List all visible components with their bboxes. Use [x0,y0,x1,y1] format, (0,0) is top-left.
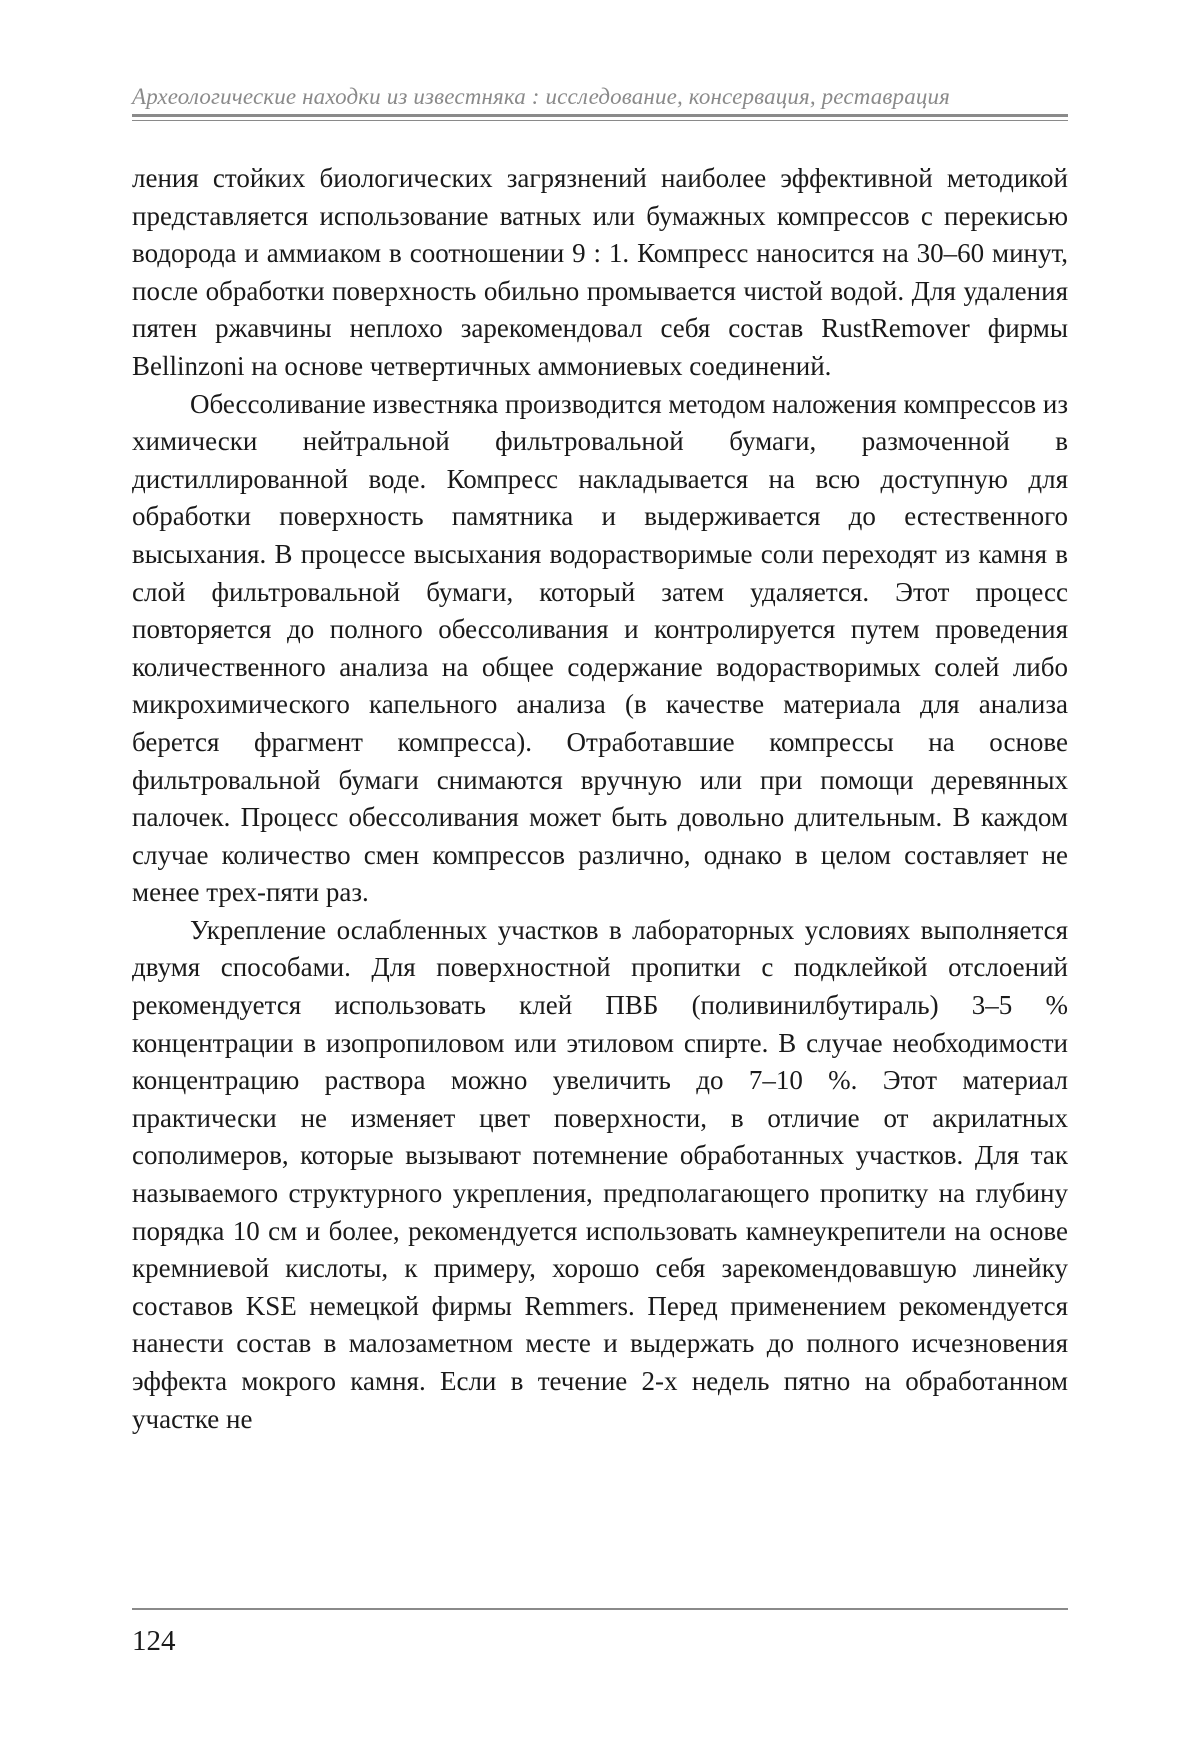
running-header-title: Археологические находки из известняка : исследование, консервация, реставрация [132,84,950,109]
page-number: 124 [132,1625,176,1657]
paragraph-continued: ления стойких биологических загрязнений наиболее эффективной методикой представляется использование ватных или бумажных компрессов с перекисью водорода и аммиаком в соотношении 9 : 1. Компресс наносится на 30–60 минут, после обработки поверхность обильно промывается чистой водой. Для удаления пятен ржавчины неплохо зарекомендовал себя состав RustRemover фирмы Bellinzoni на основе четвертичных аммониевых соединений. [132,163,1068,381]
header-rule-thin [132,120,1068,121]
footer-rule [132,1608,1068,1610]
header-rule-thick [132,114,1068,117]
paragraph-desalination: Обессоливание известняка производится методом наложения компрессов из химически нейтральной фильтровальной бумаги, размоченной в дистиллированной воде. Компресс накладывается на всю доступную для обработки поверхность памятника и выдерживается до естественного высыхания. В процессе высыхания водорастворимые соли переходят из камня в слой фильтровальной бумаги, который затем удаляется. Этот процесс повторяется до полного обессоливания и контролируется путем проведения количественного анализа на общее содержание водорастворимых солей либо микрохимического капельного анализа (в качестве материала для анализа берется фрагмент компресса). Отработавшие компрессы на основе фильтровальной бумаги снимаются вручную или при помощи деревянных палочек. Процесс обессоливания может быть довольно длительным. В каждом случае количество смен компрессов различно, однако в целом составляет не менее трех-пяти раз. [132,388,1068,908]
paragraph-consolidation: Укрепление ослабленных участков в лабораторных условиях выполняется двумя способами. Для поверхностной пропитки с подклейкой отслоений рекомендуется использовать клей ПВБ (поливинилбутираль) 3–5 % концентрации в изопропиловом или этиловом спирте. В случае необходимости концентрацию раствора можно увеличить до 7–10 %. Этот материал практически не изменяет цвет поверхности, в отличие от акрилатных сополимеров, которые вызывают потемнение обработанных участков. Для так называемого структурного укрепления, предполагающего пропитку на глубину порядка 10 см и более, рекомендуется использовать камнеукрепители на основе кремниевой кислоты, к примеру, хорошо себя зарекомендовавшую линейку составов KSE немецкой фирмы Remmers. Перед применением рекомендуется нанести состав в малозаметном месте и выдержать до полного исчезновения эффекта мокрого камня. Если в течение 2-х недель пятно на обработанном участке не [132,914,1068,1434]
body-text [132,160,1068,1438]
